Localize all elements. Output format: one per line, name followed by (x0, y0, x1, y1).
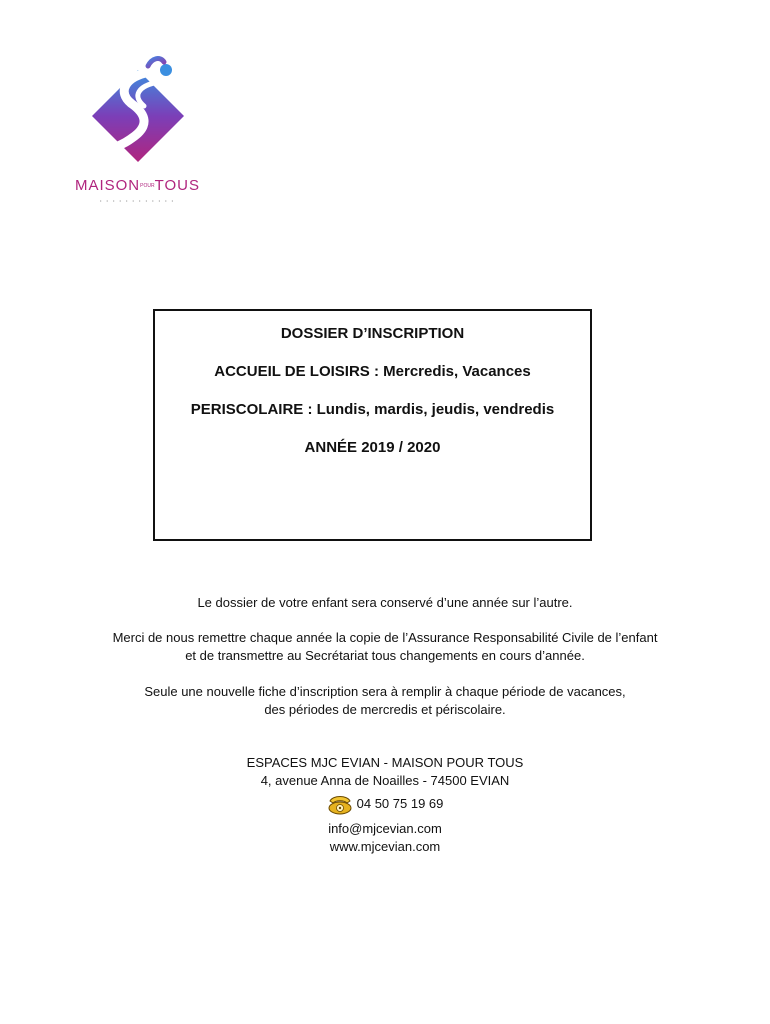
contact-phone: 04 50 75 19 69 (356, 796, 444, 811)
notice-paragraph-2 (0, 629, 770, 665)
logo-name-small: POUR (140, 183, 155, 190)
contact-website[interactable]: www.mjcevian.com (329, 839, 441, 854)
notice-text: des périodes de mercredis et périscolaire. (264, 702, 506, 717)
contact-phone-row (327, 793, 444, 815)
title-box (153, 309, 592, 541)
contact-block (0, 754, 770, 856)
notice-paragraph-1 (0, 594, 770, 612)
contact-address: 4, avenue Anna de Noailles - 74500 EVIAN (260, 773, 510, 788)
notice-paragraph-3 (0, 683, 770, 719)
logo-wordmark (70, 177, 205, 194)
notice-text: Seule une nouvelle fiche d’inscription sera à remplir à chaque période de vacances, (144, 684, 626, 699)
title-accueil-loisirs: ACCUEIL DE LOISIRS : Mercredis, Vacances (214, 363, 531, 380)
notice-text: Merci de nous remettre chaque année la copie de l’Assurance Responsabilité Civile de l’enfant (112, 630, 658, 645)
notice-text: et de transmettre au Secrétariat tous changements en cours d’année. (185, 648, 585, 663)
logo-name-right: TOUS (154, 177, 201, 194)
contact-email[interactable]: info@mjcevian.com (328, 821, 442, 836)
title-periscolaire: PERISCOLAIRE : Lundis, mardis, jeudis, vendredis (190, 401, 555, 418)
telephone-icon (327, 793, 353, 815)
maison-pour-tous-logo (70, 52, 205, 202)
notice-text: Le dossier de votre enfant sera conservé d’une année sur l’autre. (197, 595, 573, 610)
logo-name-left: MAISON (74, 177, 141, 194)
title-annee: ANNÉE 2019 / 2020 (304, 439, 441, 456)
logo-tagline-decoration: • • • • • • • • • • • • (99, 198, 176, 203)
logo-emblem-icon (88, 52, 188, 172)
contact-organization: ESPACES MJC EVIAN - MAISON POUR TOUS (246, 755, 524, 770)
title-dossier: DOSSIER D’INSCRIPTION (280, 325, 465, 342)
